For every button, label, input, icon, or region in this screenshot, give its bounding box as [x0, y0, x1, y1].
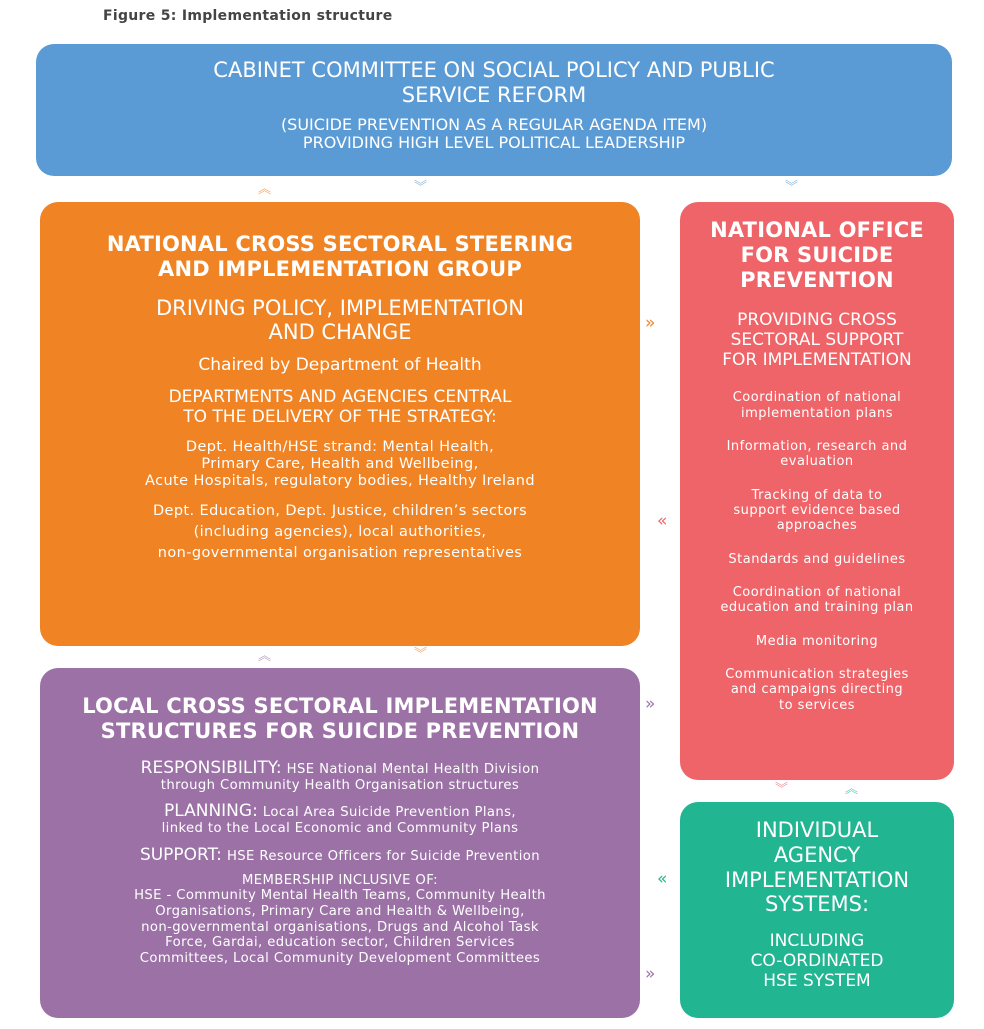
cabinet-title-line1: CABINET COMMITTEE ON SOCIAL POLICY AND PUBLIC: [213, 58, 775, 82]
individual-agency-box: [680, 802, 954, 1018]
agency-sub-line2: CO-ORDINATED: [750, 951, 884, 972]
responsibility-text: HSE National Mental Health Division: [286, 761, 540, 777]
office-item: Communication strategies and campaigns directing to services: [725, 667, 909, 713]
support-row: [40, 845, 640, 865]
national-group-title-line2: AND IMPLEMENTATION GROUP: [158, 256, 522, 281]
other-depts-line3: non-governmental organisation representatives: [157, 544, 523, 561]
arrow-up-icon: ︽: [845, 782, 857, 797]
agency-sub-line3: HSE SYSTEM: [763, 971, 871, 992]
health-strand-line1: Dept. Health/HSE strand: Mental Health,: [185, 439, 495, 456]
support-text: HSE Resource Officers for Suicide Prevention: [226, 848, 541, 864]
health-strand-line2: Primary Care, Health and Wellbeing,: [201, 456, 479, 473]
office-item: Media monitoring: [755, 633, 879, 649]
membership-line1: HSE - Community Mental Health Teams, Community Health: [134, 888, 546, 904]
national-office-box: [680, 202, 954, 780]
cabinet-committee-box: [36, 44, 952, 176]
planning-label: PLANNING:: [163, 801, 258, 822]
agency-title-line4: SYSTEMS:: [764, 892, 870, 917]
figure-title: Figure 5: Implementation structure: [103, 8, 393, 24]
driving-line2: AND CHANGE: [268, 320, 412, 345]
office-title-line3: PREVENTION: [740, 267, 894, 292]
departments-line1: DEPARTMENTS AND AGENCIES CENTRAL: [168, 387, 512, 408]
national-group-title-line1: NATIONAL CROSS SECTORAL STEERING: [106, 232, 574, 256]
local-title-line1: LOCAL CROSS SECTORAL IMPLEMENTATION: [82, 694, 598, 718]
chaired-by: Chaired by Department of Health: [198, 355, 482, 376]
arrow-up-icon: ︽: [258, 182, 270, 197]
office-item: Tracking of data to support evidence based approaches: [733, 487, 901, 534]
arrow-down-icon: ︾: [775, 782, 787, 797]
arrow-down-icon: ︾: [414, 180, 426, 195]
agency-title-line3: IMPLEMENTATION: [724, 867, 910, 892]
cabinet-title-line2: SERVICE REFORM: [401, 82, 587, 107]
responsibility-row: [40, 758, 640, 778]
arrow-right-icon: »: [645, 964, 654, 984]
driving-line1: DRIVING POLICY, IMPLEMENTATION: [156, 295, 524, 320]
membership-line5: Committees, Local Community Development Committees: [139, 950, 541, 966]
planning-row: [40, 801, 640, 821]
office-item: Information, research and evaluation: [726, 439, 908, 470]
membership-line2: Organisations, Primary Care and Health & Wellbeing,: [155, 903, 525, 919]
agency-sub-line1: INCLUDING: [769, 931, 865, 952]
agency-title-line1: INDIVIDUAL: [755, 818, 879, 842]
arrow-left-icon: «: [657, 511, 666, 531]
arrow-left-icon: «: [657, 869, 666, 889]
cabinet-sub-line1: (SUICIDE PREVENTION AS A REGULAR AGENDA ITEM): [280, 114, 708, 134]
cabinet-sub-line2: PROVIDING HIGH LEVEL POLITICAL LEADERSHIP: [302, 133, 686, 153]
office-item: Standards and guidelines: [728, 551, 906, 567]
other-depts-line1: Dept. Education, Dept. Justice, children’s sectors: [152, 502, 528, 519]
responsibility-label: RESPONSIBILITY:: [140, 757, 282, 778]
departments-line2: TO THE DELIVERY OF THE STRATEGY:: [183, 407, 497, 428]
arrow-right-icon: »: [645, 313, 654, 333]
national-steering-group-box: [40, 202, 640, 646]
arrow-down-icon: ︾: [785, 180, 797, 195]
membership-heading: MEMBERSHIP INCLUSIVE OF:: [241, 872, 439, 888]
office-sub-line3: FOR IMPLEMENTATION: [722, 350, 912, 371]
local-title-line2: STRUCTURES FOR SUICIDE PREVENTION: [100, 718, 580, 743]
responsibility-line2: through Community Health Organisation structures: [160, 777, 520, 793]
membership-line4: Force, Gardai, education sector, Children Services: [165, 935, 515, 951]
planning-line2: linked to the Local Economic and Community Plans: [161, 821, 519, 837]
office-title-line2: FOR SUICIDE: [740, 242, 894, 267]
office-item: Coordination of national implementation plans: [732, 390, 902, 421]
other-depts-line2: (including agencies), local authorities,: [193, 523, 487, 540]
arrow-down-icon: ︾: [414, 647, 426, 662]
office-item: Coordination of national education and training plan: [720, 585, 914, 616]
arrow-right-icon: »: [645, 694, 654, 714]
arrow-up-icon: ︽: [258, 649, 270, 664]
office-sub-line2: SECTORAL SUPPORT: [730, 330, 904, 351]
planning-text: Local Area Suicide Prevention Plans,: [262, 805, 516, 821]
support-label: SUPPORT:: [139, 844, 222, 865]
membership-line3: non-governmental organisations, Drugs and Alcohol Task: [141, 919, 539, 935]
office-title-line1: NATIONAL OFFICE: [710, 218, 924, 242]
agency-title-line2: AGENCY: [773, 842, 861, 867]
health-strand-line3: Acute Hospitals, regulatory bodies, Healthy Ireland: [145, 473, 535, 490]
office-sub-line1: PROVIDING CROSS: [737, 310, 897, 331]
local-implementation-box: [40, 668, 640, 1018]
